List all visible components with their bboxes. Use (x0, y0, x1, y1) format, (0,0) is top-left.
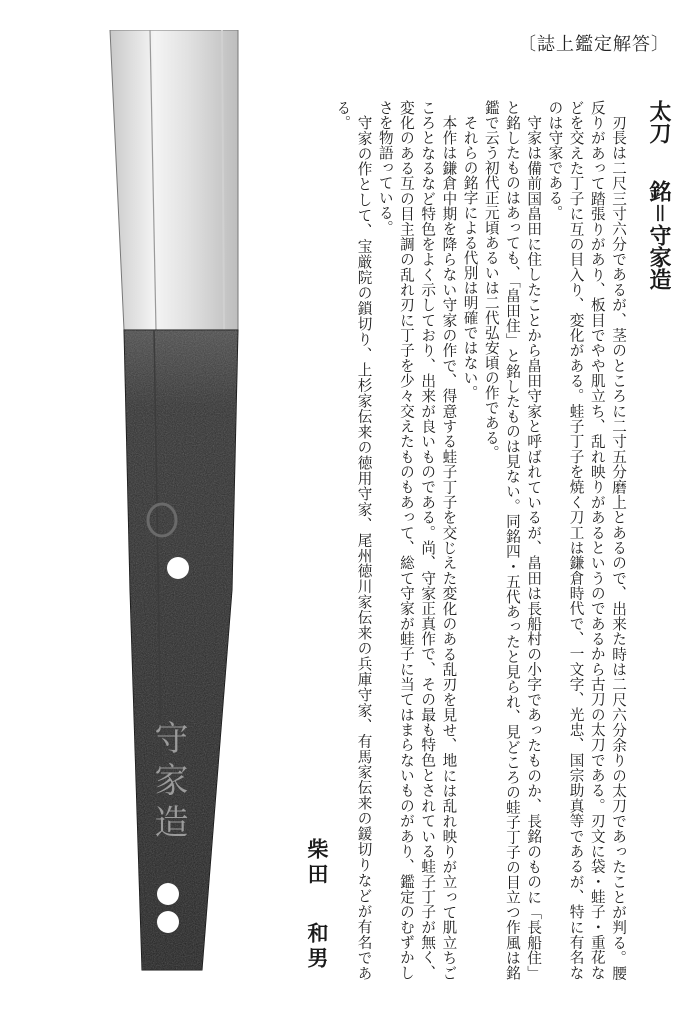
mekugi-hole-lower-a (157, 883, 179, 905)
paragraph: 刃長は二尺三寸六分であるが、茎のところに二寸五分磨上とあるので、出来た時は二尺六分余りの太刀であったことが判る。腰反りがあって踏張りがあり、板目でやや肌立ち、乱れ映りがあるというのであるから古刀の太刀である。刃文に袋・蛙子・重花などを交えた丁子に互の目入り、変化がある。蛙子丁子を焼く刀工は鎌倉時代で、一文字、光忠、国宗助真等であるが、特に有名なのは守家である。 (546, 100, 627, 980)
paragraph: 守家の作として、宝厳院の鎖切り、上杉家伝来の徳用守家、尾州徳川家伝来の兵庫守家、有馬家伝来の鍰切りなどが有名である。 (334, 100, 373, 980)
tang-inscription: 守家造 (148, 720, 188, 846)
title-inscription: 銘＝守家造 (646, 180, 671, 291)
article-title (643, 100, 674, 290)
section-header: 〔誌上鑑定解答〕 (518, 34, 670, 55)
paragraph: それらの銘字による代別は明確ではない。 (461, 114, 479, 400)
mekugi-hole-upper (167, 557, 189, 579)
paragraph: 本作は鎌倉中期を降らない守家の作で、得意する蛙子丁子を交じえた変化のある乱刃を見せ、地には乱れ映りが立って肌立ちごころとなるなど特色をよく示しており、出来が良いものである。尚、守家正真作で、その最も特色とされている蛙子丁子が無く、変化のある互の目主調の乱れ刃に丁子を少々交えたものもあって、総て守家が蛙子に当てはまらないものがあり、鑑定のむずかしさを物語っている。 (376, 100, 458, 980)
mekugi-hole-lower-b (157, 911, 179, 933)
paragraph: 守家は備前国畠田に住したことから畠田守家と呼ばれているが、畠田は長船村の小字であったものか、長銘のものに「長船住」と銘したものはあっても、「畠田住」と銘したものは見ない。同銘四・五代あったと見られ、見どころの蛙子丁子の目立つ作風は銘鑑で云う初代正元頃あるいは二代弘安頃の作である。 (482, 100, 543, 980)
sword-tang-photo (90, 30, 250, 990)
article (332, 100, 674, 980)
author-given-name: 和男 (305, 922, 329, 972)
author-name (302, 838, 332, 972)
blade-body (110, 30, 238, 330)
title-sword-type: 太刀 (646, 100, 671, 144)
author-family-name: 柴田 (305, 838, 329, 888)
